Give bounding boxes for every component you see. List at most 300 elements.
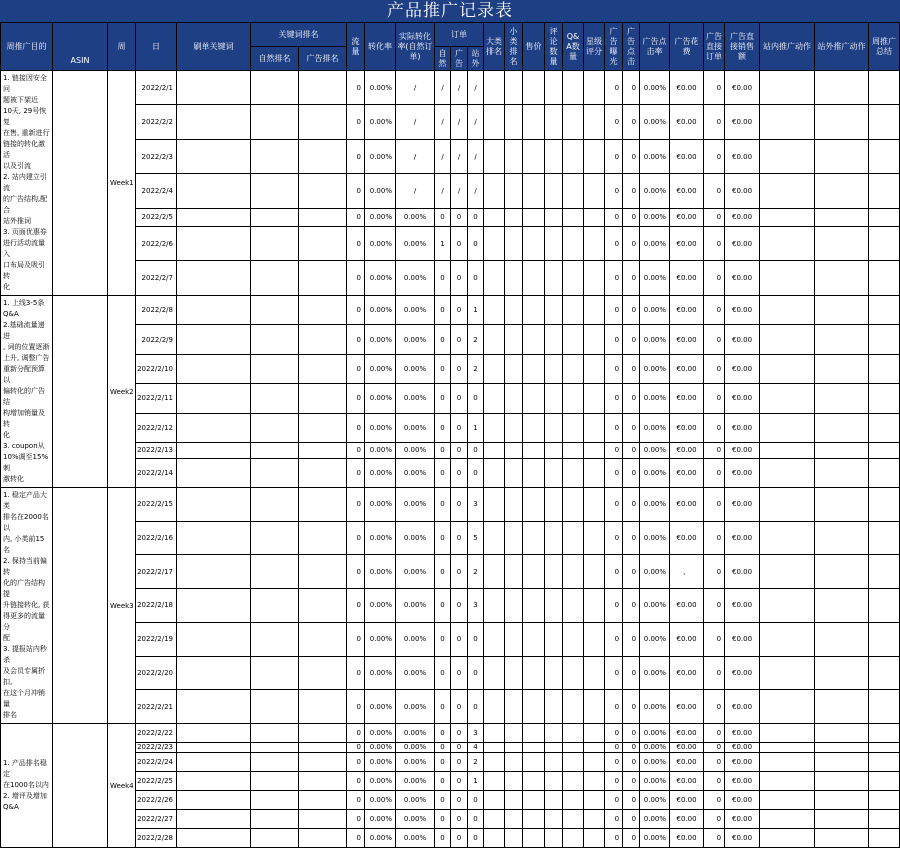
natural-rank-cell[interactable]: [251, 555, 299, 589]
weekly-summary-cell[interactable]: [869, 261, 900, 296]
onsite-actions-cell[interactable]: [760, 261, 815, 296]
review-count-cell[interactable]: [545, 772, 563, 791]
sub-category-rank-cell[interactable]: [505, 772, 523, 791]
offsite-actions-cell[interactable]: [815, 724, 869, 743]
price-cell[interactable]: [523, 174, 545, 208]
ad-rank-cell[interactable]: [299, 354, 347, 383]
offsite-actions-cell[interactable]: [815, 521, 869, 555]
ad-rank-cell[interactable]: [299, 810, 347, 829]
scalp-keyword-cell[interactable]: [177, 354, 251, 383]
star-rating-cell[interactable]: [584, 105, 605, 139]
star-rating-cell[interactable]: [584, 791, 605, 810]
main-category-rank-cell[interactable]: [484, 261, 505, 296]
scalp-keyword-cell[interactable]: [177, 656, 251, 690]
onsite-actions-cell[interactable]: [760, 139, 815, 173]
natural-rank-cell[interactable]: [251, 139, 299, 173]
review-count-cell[interactable]: [545, 71, 563, 105]
review-count-cell[interactable]: [545, 354, 563, 383]
scalp-keyword-cell[interactable]: [177, 555, 251, 589]
star-rating-cell[interactable]: [584, 354, 605, 383]
review-count-cell[interactable]: [545, 139, 563, 173]
onsite-actions-cell[interactable]: [760, 555, 815, 589]
onsite-actions-cell[interactable]: [760, 622, 815, 656]
main-category-rank-cell[interactable]: [484, 174, 505, 208]
sub-category-rank-cell[interactable]: [505, 105, 523, 139]
natural-rank-cell[interactable]: [251, 325, 299, 354]
offsite-actions-cell[interactable]: [815, 753, 869, 772]
offsite-actions-cell[interactable]: [815, 208, 869, 226]
offsite-actions-cell[interactable]: [815, 296, 869, 325]
natural-rank-cell[interactable]: [251, 810, 299, 829]
star-rating-cell[interactable]: [584, 384, 605, 413]
qa-count-cell[interactable]: [563, 174, 584, 208]
price-cell[interactable]: [523, 622, 545, 656]
ad-rank-cell[interactable]: [299, 443, 347, 458]
scalp-keyword-cell[interactable]: [177, 791, 251, 810]
review-count-cell[interactable]: [545, 753, 563, 772]
ad-rank-cell[interactable]: [299, 458, 347, 488]
weekly-summary-cell[interactable]: [869, 296, 900, 325]
weekly-summary-cell[interactable]: [869, 413, 900, 442]
offsite-actions-cell[interactable]: [815, 71, 869, 105]
onsite-actions-cell[interactable]: [760, 325, 815, 354]
onsite-actions-cell[interactable]: [760, 690, 815, 724]
ad-rank-cell[interactable]: [299, 743, 347, 753]
scalp-keyword-cell[interactable]: [177, 208, 251, 226]
price-cell[interactable]: [523, 772, 545, 791]
scalp-keyword-cell[interactable]: [177, 325, 251, 354]
star-rating-cell[interactable]: [584, 458, 605, 488]
main-category-rank-cell[interactable]: [484, 325, 505, 354]
sub-category-rank-cell[interactable]: [505, 174, 523, 208]
scalp-keyword-cell[interactable]: [177, 488, 251, 522]
natural-rank-cell[interactable]: [251, 384, 299, 413]
main-category-rank-cell[interactable]: [484, 743, 505, 753]
price-cell[interactable]: [523, 139, 545, 173]
star-rating-cell[interactable]: [584, 227, 605, 261]
price-cell[interactable]: [523, 384, 545, 413]
natural-rank-cell[interactable]: [251, 656, 299, 690]
ad-rank-cell[interactable]: [299, 753, 347, 772]
star-rating-cell[interactable]: [584, 622, 605, 656]
natural-rank-cell[interactable]: [251, 488, 299, 522]
ad-rank-cell[interactable]: [299, 208, 347, 226]
star-rating-cell[interactable]: [584, 829, 605, 848]
qa-count-cell[interactable]: [563, 296, 584, 325]
ad-rank-cell[interactable]: [299, 488, 347, 522]
sub-category-rank-cell[interactable]: [505, 458, 523, 488]
offsite-actions-cell[interactable]: [815, 772, 869, 791]
offsite-actions-cell[interactable]: [815, 589, 869, 623]
offsite-actions-cell[interactable]: [815, 413, 869, 442]
sub-category-rank-cell[interactable]: [505, 325, 523, 354]
onsite-actions-cell[interactable]: [760, 724, 815, 743]
natural-rank-cell[interactable]: [251, 791, 299, 810]
review-count-cell[interactable]: [545, 443, 563, 458]
qa-count-cell[interactable]: [563, 753, 584, 772]
main-category-rank-cell[interactable]: [484, 772, 505, 791]
sub-category-rank-cell[interactable]: [505, 413, 523, 442]
offsite-actions-cell[interactable]: [815, 105, 869, 139]
qa-count-cell[interactable]: [563, 810, 584, 829]
ad-rank-cell[interactable]: [299, 772, 347, 791]
price-cell[interactable]: [523, 743, 545, 753]
onsite-actions-cell[interactable]: [760, 753, 815, 772]
scalp-keyword-cell[interactable]: [177, 829, 251, 848]
weekly-summary-cell[interactable]: [869, 772, 900, 791]
review-count-cell[interactable]: [545, 458, 563, 488]
scalp-keyword-cell[interactable]: [177, 589, 251, 623]
sub-category-rank-cell[interactable]: [505, 71, 523, 105]
scalp-keyword-cell[interactable]: [177, 227, 251, 261]
onsite-actions-cell[interactable]: [760, 656, 815, 690]
star-rating-cell[interactable]: [584, 325, 605, 354]
main-category-rank-cell[interactable]: [484, 105, 505, 139]
onsite-actions-cell[interactable]: [760, 443, 815, 458]
price-cell[interactable]: [523, 443, 545, 458]
onsite-actions-cell[interactable]: [760, 772, 815, 791]
price-cell[interactable]: [523, 71, 545, 105]
star-rating-cell[interactable]: [584, 71, 605, 105]
sub-category-rank-cell[interactable]: [505, 589, 523, 623]
offsite-actions-cell[interactable]: [815, 791, 869, 810]
qa-count-cell[interactable]: [563, 227, 584, 261]
natural-rank-cell[interactable]: [251, 772, 299, 791]
qa-count-cell[interactable]: [563, 443, 584, 458]
review-count-cell[interactable]: [545, 227, 563, 261]
ad-rank-cell[interactable]: [299, 690, 347, 724]
natural-rank-cell[interactable]: [251, 261, 299, 296]
price-cell[interactable]: [523, 555, 545, 589]
onsite-actions-cell[interactable]: [760, 743, 815, 753]
scalp-keyword-cell[interactable]: [177, 458, 251, 488]
price-cell[interactable]: [523, 227, 545, 261]
weekly-summary-cell[interactable]: [869, 208, 900, 226]
main-category-rank-cell[interactable]: [484, 413, 505, 442]
ad-rank-cell[interactable]: [299, 829, 347, 848]
star-rating-cell[interactable]: [584, 174, 605, 208]
onsite-actions-cell[interactable]: [760, 521, 815, 555]
weekly-summary-cell[interactable]: [869, 753, 900, 772]
review-count-cell[interactable]: [545, 105, 563, 139]
price-cell[interactable]: [523, 296, 545, 325]
review-count-cell[interactable]: [545, 261, 563, 296]
scalp-keyword-cell[interactable]: [177, 772, 251, 791]
main-category-rank-cell[interactable]: [484, 589, 505, 623]
ad-rank-cell[interactable]: [299, 261, 347, 296]
scalp-keyword-cell[interactable]: [177, 690, 251, 724]
star-rating-cell[interactable]: [584, 521, 605, 555]
sub-category-rank-cell[interactable]: [505, 139, 523, 173]
star-rating-cell[interactable]: [584, 443, 605, 458]
onsite-actions-cell[interactable]: [760, 791, 815, 810]
qa-count-cell[interactable]: [563, 521, 584, 555]
onsite-actions-cell[interactable]: [760, 384, 815, 413]
sub-category-rank-cell[interactable]: [505, 443, 523, 458]
offsite-actions-cell[interactable]: [815, 555, 869, 589]
sub-category-rank-cell[interactable]: [505, 829, 523, 848]
offsite-actions-cell[interactable]: [815, 139, 869, 173]
main-category-rank-cell[interactable]: [484, 753, 505, 772]
sub-category-rank-cell[interactable]: [505, 354, 523, 383]
scalp-keyword-cell[interactable]: [177, 71, 251, 105]
onsite-actions-cell[interactable]: [760, 208, 815, 226]
weekly-summary-cell[interactable]: [869, 384, 900, 413]
ad-rank-cell[interactable]: [299, 105, 347, 139]
onsite-actions-cell[interactable]: [760, 105, 815, 139]
ad-rank-cell[interactable]: [299, 413, 347, 442]
star-rating-cell[interactable]: [584, 753, 605, 772]
qa-count-cell[interactable]: [563, 208, 584, 226]
weekly-summary-cell[interactable]: [869, 174, 900, 208]
offsite-actions-cell[interactable]: [815, 354, 869, 383]
sub-category-rank-cell[interactable]: [505, 555, 523, 589]
scalp-keyword-cell[interactable]: [177, 521, 251, 555]
ad-rank-cell[interactable]: [299, 521, 347, 555]
qa-count-cell[interactable]: [563, 105, 584, 139]
ad-rank-cell[interactable]: [299, 791, 347, 810]
star-rating-cell[interactable]: [584, 810, 605, 829]
sub-category-rank-cell[interactable]: [505, 227, 523, 261]
ad-rank-cell[interactable]: [299, 555, 347, 589]
scalp-keyword-cell[interactable]: [177, 296, 251, 325]
price-cell[interactable]: [523, 656, 545, 690]
ad-rank-cell[interactable]: [299, 139, 347, 173]
scalp-keyword-cell[interactable]: [177, 622, 251, 656]
main-category-rank-cell[interactable]: [484, 354, 505, 383]
review-count-cell[interactable]: [545, 724, 563, 743]
main-category-rank-cell[interactable]: [484, 296, 505, 325]
star-rating-cell[interactable]: [584, 261, 605, 296]
price-cell[interactable]: [523, 521, 545, 555]
offsite-actions-cell[interactable]: [815, 174, 869, 208]
sub-category-rank-cell[interactable]: [505, 488, 523, 522]
review-count-cell[interactable]: [545, 521, 563, 555]
weekly-summary-cell[interactable]: [869, 743, 900, 753]
scalp-keyword-cell[interactable]: [177, 384, 251, 413]
weekly-summary-cell[interactable]: [869, 656, 900, 690]
star-rating-cell[interactable]: [584, 743, 605, 753]
sub-category-rank-cell[interactable]: [505, 743, 523, 753]
ad-rank-cell[interactable]: [299, 384, 347, 413]
weekly-summary-cell[interactable]: [869, 829, 900, 848]
onsite-actions-cell[interactable]: [760, 227, 815, 261]
offsite-actions-cell[interactable]: [815, 443, 869, 458]
review-count-cell[interactable]: [545, 174, 563, 208]
main-category-rank-cell[interactable]: [484, 443, 505, 458]
review-count-cell[interactable]: [545, 296, 563, 325]
natural-rank-cell[interactable]: [251, 521, 299, 555]
ad-rank-cell[interactable]: [299, 296, 347, 325]
ad-rank-cell[interactable]: [299, 71, 347, 105]
main-category-rank-cell[interactable]: [484, 724, 505, 743]
natural-rank-cell[interactable]: [251, 743, 299, 753]
sub-category-rank-cell[interactable]: [505, 791, 523, 810]
weekly-summary-cell[interactable]: [869, 443, 900, 458]
main-category-rank-cell[interactable]: [484, 384, 505, 413]
weekly-summary-cell[interactable]: [869, 227, 900, 261]
weekly-summary-cell[interactable]: [869, 690, 900, 724]
review-count-cell[interactable]: [545, 488, 563, 522]
review-count-cell[interactable]: [545, 384, 563, 413]
ad-rank-cell[interactable]: [299, 174, 347, 208]
natural-rank-cell[interactable]: [251, 589, 299, 623]
offsite-actions-cell[interactable]: [815, 227, 869, 261]
natural-rank-cell[interactable]: [251, 690, 299, 724]
offsite-actions-cell[interactable]: [815, 622, 869, 656]
qa-count-cell[interactable]: [563, 656, 584, 690]
review-count-cell[interactable]: [545, 829, 563, 848]
natural-rank-cell[interactable]: [251, 71, 299, 105]
review-count-cell[interactable]: [545, 555, 563, 589]
main-category-rank-cell[interactable]: [484, 690, 505, 724]
weekly-summary-cell[interactable]: [869, 810, 900, 829]
sub-category-rank-cell[interactable]: [505, 753, 523, 772]
offsite-actions-cell[interactable]: [815, 325, 869, 354]
weekly-summary-cell[interactable]: [869, 589, 900, 623]
natural-rank-cell[interactable]: [251, 724, 299, 743]
review-count-cell[interactable]: [545, 690, 563, 724]
price-cell[interactable]: [523, 325, 545, 354]
scalp-keyword-cell[interactable]: [177, 443, 251, 458]
natural-rank-cell[interactable]: [251, 829, 299, 848]
scalp-keyword-cell[interactable]: [177, 105, 251, 139]
qa-count-cell[interactable]: [563, 743, 584, 753]
price-cell[interactable]: [523, 488, 545, 522]
sub-category-rank-cell[interactable]: [505, 208, 523, 226]
star-rating-cell[interactable]: [584, 656, 605, 690]
price-cell[interactable]: [523, 105, 545, 139]
natural-rank-cell[interactable]: [251, 227, 299, 261]
qa-count-cell[interactable]: [563, 458, 584, 488]
star-rating-cell[interactable]: [584, 413, 605, 442]
natural-rank-cell[interactable]: [251, 443, 299, 458]
natural-rank-cell[interactable]: [251, 105, 299, 139]
offsite-actions-cell[interactable]: [815, 261, 869, 296]
main-category-rank-cell[interactable]: [484, 656, 505, 690]
price-cell[interactable]: [523, 208, 545, 226]
weekly-summary-cell[interactable]: [869, 521, 900, 555]
qa-count-cell[interactable]: [563, 261, 584, 296]
main-category-rank-cell[interactable]: [484, 622, 505, 656]
star-rating-cell[interactable]: [584, 208, 605, 226]
qa-count-cell[interactable]: [563, 354, 584, 383]
offsite-actions-cell[interactable]: [815, 743, 869, 753]
main-category-rank-cell[interactable]: [484, 227, 505, 261]
weekly-summary-cell[interactable]: [869, 724, 900, 743]
main-category-rank-cell[interactable]: [484, 71, 505, 105]
scalp-keyword-cell[interactable]: [177, 743, 251, 753]
price-cell[interactable]: [523, 413, 545, 442]
asin-cell[interactable]: [53, 724, 108, 848]
natural-rank-cell[interactable]: [251, 753, 299, 772]
onsite-actions-cell[interactable]: [760, 589, 815, 623]
natural-rank-cell[interactable]: [251, 354, 299, 383]
main-category-rank-cell[interactable]: [484, 208, 505, 226]
qa-count-cell[interactable]: [563, 690, 584, 724]
offsite-actions-cell[interactable]: [815, 829, 869, 848]
scalp-keyword-cell[interactable]: [177, 261, 251, 296]
sub-category-rank-cell[interactable]: [505, 261, 523, 296]
qa-count-cell[interactable]: [563, 488, 584, 522]
price-cell[interactable]: [523, 589, 545, 623]
review-count-cell[interactable]: [545, 810, 563, 829]
ad-rank-cell[interactable]: [299, 227, 347, 261]
scalp-keyword-cell[interactable]: [177, 810, 251, 829]
star-rating-cell[interactable]: [584, 589, 605, 623]
sub-category-rank-cell[interactable]: [505, 622, 523, 656]
ad-rank-cell[interactable]: [299, 656, 347, 690]
weekly-summary-cell[interactable]: [869, 325, 900, 354]
review-count-cell[interactable]: [545, 413, 563, 442]
review-count-cell[interactable]: [545, 208, 563, 226]
weekly-summary-cell[interactable]: [869, 139, 900, 173]
price-cell[interactable]: [523, 724, 545, 743]
weekly-summary-cell[interactable]: [869, 71, 900, 105]
qa-count-cell[interactable]: [563, 829, 584, 848]
review-count-cell[interactable]: [545, 656, 563, 690]
natural-rank-cell[interactable]: [251, 622, 299, 656]
weekly-summary-cell[interactable]: [869, 488, 900, 522]
sub-category-rank-cell[interactable]: [505, 656, 523, 690]
onsite-actions-cell[interactable]: [760, 354, 815, 383]
main-category-rank-cell[interactable]: [484, 810, 505, 829]
offsite-actions-cell[interactable]: [815, 690, 869, 724]
price-cell[interactable]: [523, 753, 545, 772]
sub-category-rank-cell[interactable]: [505, 810, 523, 829]
scalp-keyword-cell[interactable]: [177, 724, 251, 743]
main-category-rank-cell[interactable]: [484, 488, 505, 522]
onsite-actions-cell[interactable]: [760, 810, 815, 829]
offsite-actions-cell[interactable]: [815, 458, 869, 488]
qa-count-cell[interactable]: [563, 71, 584, 105]
ad-rank-cell[interactable]: [299, 325, 347, 354]
natural-rank-cell[interactable]: [251, 208, 299, 226]
review-count-cell[interactable]: [545, 743, 563, 753]
ad-rank-cell[interactable]: [299, 622, 347, 656]
review-count-cell[interactable]: [545, 589, 563, 623]
star-rating-cell[interactable]: [584, 555, 605, 589]
qa-count-cell[interactable]: [563, 791, 584, 810]
onsite-actions-cell[interactable]: [760, 458, 815, 488]
sub-category-rank-cell[interactable]: [505, 690, 523, 724]
main-category-rank-cell[interactable]: [484, 829, 505, 848]
star-rating-cell[interactable]: [584, 488, 605, 522]
natural-rank-cell[interactable]: [251, 174, 299, 208]
offsite-actions-cell[interactable]: [815, 656, 869, 690]
main-category-rank-cell[interactable]: [484, 521, 505, 555]
price-cell[interactable]: [523, 458, 545, 488]
qa-count-cell[interactable]: [563, 384, 584, 413]
price-cell[interactable]: [523, 810, 545, 829]
ad-rank-cell[interactable]: [299, 589, 347, 623]
review-count-cell[interactable]: [545, 325, 563, 354]
star-rating-cell[interactable]: [584, 690, 605, 724]
qa-count-cell[interactable]: [563, 622, 584, 656]
qa-count-cell[interactable]: [563, 724, 584, 743]
offsite-actions-cell[interactable]: [815, 384, 869, 413]
weekly-summary-cell[interactable]: [869, 105, 900, 139]
review-count-cell[interactable]: [545, 622, 563, 656]
sub-category-rank-cell[interactable]: [505, 724, 523, 743]
qa-count-cell[interactable]: [563, 555, 584, 589]
offsite-actions-cell[interactable]: [815, 810, 869, 829]
natural-rank-cell[interactable]: [251, 458, 299, 488]
weekly-summary-cell[interactable]: [869, 622, 900, 656]
scalp-keyword-cell[interactable]: [177, 753, 251, 772]
main-category-rank-cell[interactable]: [484, 139, 505, 173]
qa-count-cell[interactable]: [563, 139, 584, 173]
